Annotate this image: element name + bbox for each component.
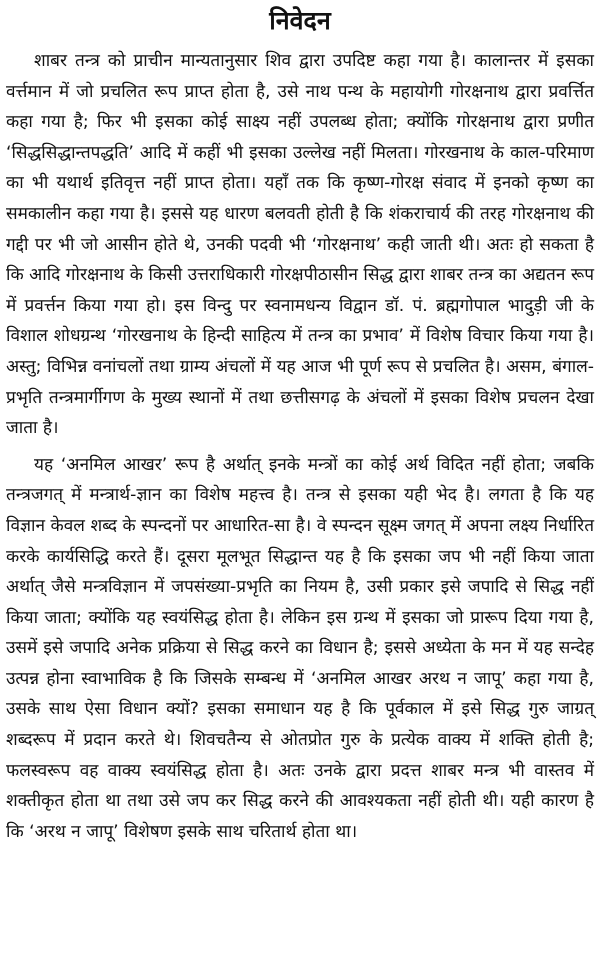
paragraph-1: शाबर तन्त्र को प्राचीन मान्यतानुसार शिव द्वारा उपदिष्ट कहा गया है। कालान्तर में इसका वर्त्तमान में जो प्रचलित रूप प्राप्त होता है, उसे नाथ पन्थ के महायोगी गोरक्षनाथ द्वारा प्रवर्त्तित कहा गया है; फिर भी इसका कोई साक्ष्य नहीं उपलब्ध होता; क्योंकि गोरक्षनाथ द्वारा प्रणीत ‘सिद्धसिद्धान्तपद्धति’ आदि में कहीं भी इसका उल्लेख नहीं मिलता। गोरखनाथ के काल-परिमाण का भी यथार्थ इतिवृत्त नहीं प्राप्त होता। यहाँ तक कि कृष्ण-गोरक्ष संवाद में इनको कृष्ण का समकालीन कहा गया है। इससे यह धारण बलवती होती है कि शंकराचार्य की तरह गोरक्षनाथ की गद्दी पर भी जो आसीन होते थे, उनकी पदवी भी ‘गोरक्षनाथ’ कही जाती थी। अतः हो सकता है कि आदि गोरक्षनाथ के किसी उत्तराधिकारी गोरक्षपीठासीन सिद्ध द्वारा शाबर तन्त्र का अद्यतन रूप में प्रवर्त्तन किया गया हो। इस विन्दु पर स्वनामधन्य विद्वान डॉ. पं. ब्रह्मगोपाल भादुड़ी जी के विशाल शोधग्रन्थ ‘गोरखनाथ के हिन्दी साहित्य में तन्त्र का प्रभाव’ में विशेष विचार किया गया है। अस्तु; विभिन्न वनांचलों तथा ग्राम्य अंचलों में यह आज भी पूर्ण रूप से प्रचलित है। असम, बंगाल-प्रभृति तन्त्रमार्गीगण के मुख्य स्थानों में तथा छत्तीसगढ़ के अंचलों में इसका विशेष प्रचलन देखा जाता है। — [6, 51, 594, 439]
paragraph-2: यह ‘अनमिल आखर’ रूप है अर्थात् इनके मन्त्रों का कोई अर्थ विदित नहीं होता; जबकि तन्त्रजगत् में मन्त्रार्थ-ज्ञान का विशेष महत्त्व है। तन्त्र से इसका यही भेद है। लगता है कि यह विज्ञान केवल शब्द के स्पन्दनों पर आधारित-सा है। वे स्पन्दन सूक्ष्म जगत् में अपना लक्ष्य निर्धारित करके कार्यसिद्धि करते हैं। दूसरा मूलभूत सिद्धान्त यह है कि इसका जप भी नहीं किया जाता अर्थात् जैसे मन्त्रविज्ञान में जपसंख्या-प्रभृति का नियम है, उसी प्रकार इसे जपादि से सिद्ध नहीं किया जाता; क्योंकि यह स्वयंसिद्ध होता है। लेकिन इस ग्रन्थ में इसका जो प्रारूप दिया गया है, उसमें इसे जपादि अनेक प्रक्रिया से सिद्ध करने का विधान है; इससे अध्येता के मन में यह सन्देह उत्पन्न होना स्वाभाविक है कि जिसके सम्बन्ध में ‘अनमिल आखर अरथ न जापू’ कहा गया है, उसके साथ ऐसा विधान क्यों? इसका समाधान यह है कि पूर्वकाल में इसे सिद्ध गुरु जाग्रत् शब्दरूप में प्रदान करते थे। शिवचतैन्य से ओतप्रोत गुरु के प्रत्येक वाक्य में शक्ति होती है; फलस्वरूप वह वाक्य स्वयंसिद्ध होता है। अतः उनके द्वारा प्रदत्त शाबर मन्त्र भी वास्तव में शक्तीकृत होता था तथा उसे जप कर सिद्ध करने की आवश्यकता नहीं होती थी। यही कारण है कि ‘अरथ न जापू’ विशेषण इसके साथ चरितार्थ होता था। — [6, 454, 594, 842]
page-title: निवेदन — [269, 6, 331, 35]
